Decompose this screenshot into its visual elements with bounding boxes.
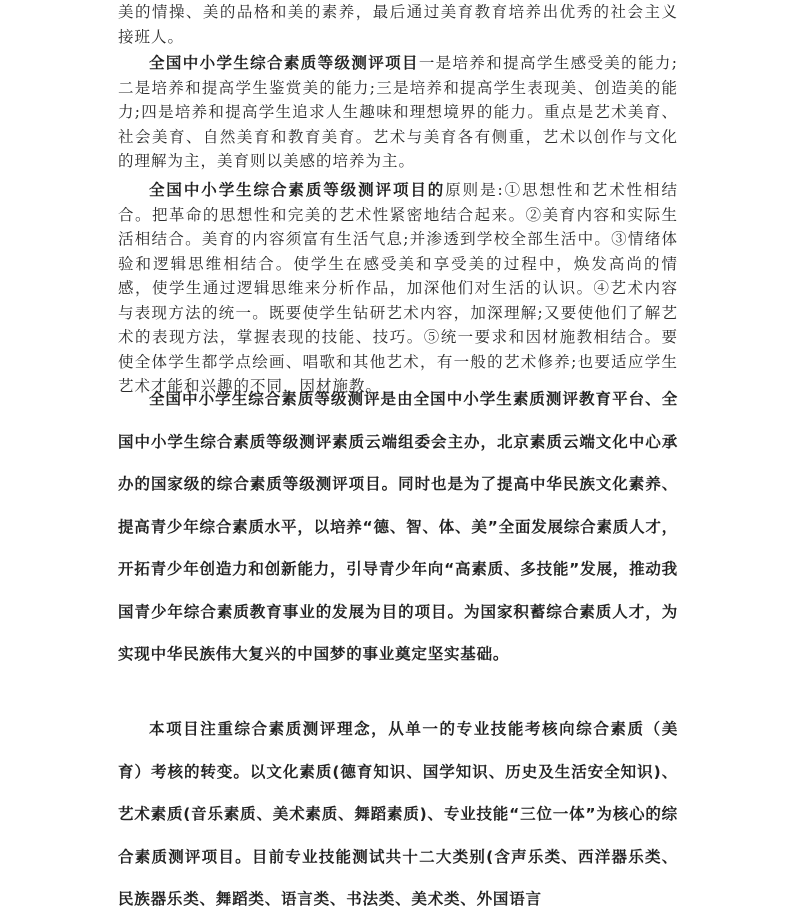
paragraph-project-principles: [118, 178, 678, 399]
paragraph-text: 美的情操、美的品格和美的素养，最后通过美育教育培养出优秀的社会主义接班人。: [118, 3, 678, 46]
paragraph-project-overview: [118, 378, 678, 676]
paragraph-text: 全国中小学生综合素质等级测评是由全国中小学生素质测评教育平台、全国中小学生综合素质等级测评素质云端组委会主办，北京素质云端文化中心承办的国家级的综合素质等级测评项目。同时也是为了提高中华民族文化素养、提高青少年综合素质水平，以培养“德、智、体、美”全面发展综合素质人才，开拓青少年创造力和创新能力，引导青少年向“高素质、多技能”发展，推动我国青少年综合素质教育事业的发展为目的项目。为国家积蓄综合素质人才，为实现中华民族伟大复兴的中国梦的事业奠定坚实基础。: [118, 390, 678, 663]
paragraph-text: 原则是:①思想性和艺术性相结合。把革命的思想性和完美的艺术性紧密地结合起来。②美育内容和实际生活相结合。美育的内容须富有生活气息;并渗透到学校全部生活中。③情绪体验和逻辑思维相结合。使学生在感受美和享受美的过程中，焕发高尚的情感，使学生通过逻辑思维来分析作品，加深他们对生活的认识。④艺术内容与表现方法的统一。既要使学生钻研艺术内容，加深理解;又要使他们了解艺术的表现方法，掌握表现的技能、技巧。⑤统一要求和因材施教相结合。要使全体学生都学点绘画、唱歌和其他艺术，有一般的艺术修养;也要适应学生艺术才能和兴趣的不同，因材施教。: [118, 181, 678, 395]
paragraph-lead: 全国中小学生综合素质等级测评项目: [149, 54, 419, 72]
paragraph-project-concept: [118, 708, 678, 921]
paragraph-intro-continuation: [118, 0, 678, 49]
paragraph-project-goals: [118, 51, 678, 174]
paragraph-text: 本项目注重综合素质测评理念，从单一的专业技能考核向综合素质（美育）考核的转变。以文化素质(德育知识、国学知识、历史及生活安全知识)、艺术素质(音乐素质、美术素质、舞蹈素质)、专业技能“三位一体”为核心的综合素质测评项目。目前专业技能测试共十二大类别(含声乐类、西洋器乐类、民族器乐类、舞蹈类、语言类、书法类、美术类、外国语言: [118, 720, 678, 908]
paragraph-text: 一是培养和提高学生感受美的能力;二是培养和提高学生鉴赏美的能力;三是培养和提高学生表现美、创造美的能力;四是培养和提高学生追求人生趣味和理想境界的能力。重点是艺术美育、社会美育、自然美育和教育美育。艺术与美育各有侧重，艺术以创作与文化的理解为主，美育则以美感的培养为主。: [118, 54, 678, 170]
paragraph-lead: 全国中小学生综合素质等级测评项目的: [149, 181, 446, 199]
